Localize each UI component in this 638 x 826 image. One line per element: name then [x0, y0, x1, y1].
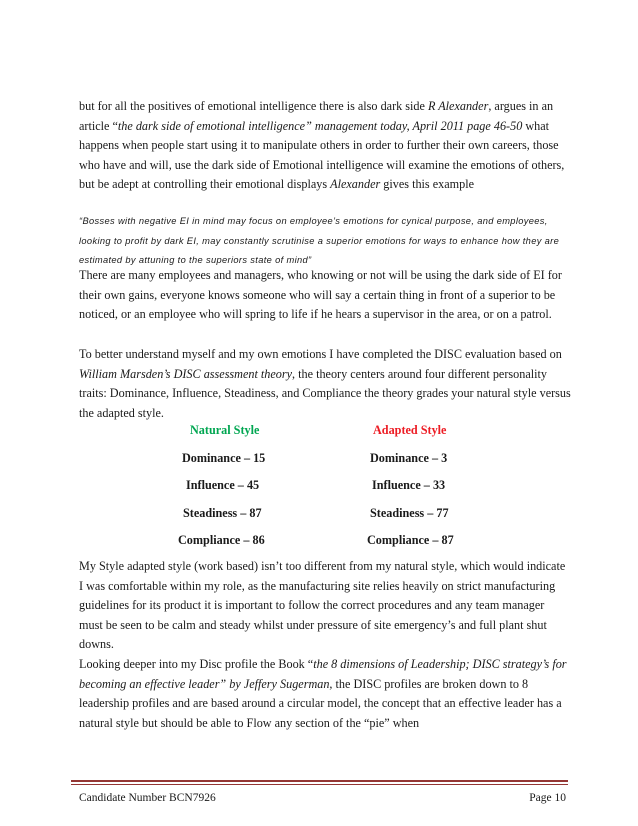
page-number: Page 10: [529, 792, 566, 804]
adapted-steadiness: Steadiness – 77: [370, 506, 449, 520]
paragraph-employees-managers: [79, 266, 571, 325]
italic-text-run: R Alexander: [427, 99, 489, 113]
text-run: To better understand myself and my own emotions I have completed the DISC evaluation based on: [79, 347, 562, 361]
text-run: the DISC profiles are broken down to 8 leadership profiles and are based around a circular model, the concept that an effective leader has a natural style but should be able to Flow any section of the “pie” when: [79, 676, 562, 730]
natural-compliance: Compliance – 86: [178, 533, 265, 547]
natural-dominance: Dominance – 15: [182, 451, 266, 465]
adapted-style-header: Adapted Style: [373, 423, 447, 437]
text-run: what happens when people start using it to manipulate others in order to further their own careers, those who have and will, use the dark side of Emotional intelligence will examine the emotions of others, but be adept at controlling their emotional displays: [79, 118, 565, 192]
italic-text-run: the 8 dimensions of Leadership; DISC strategy’s for becoming an effective leader” by Jeffery Sugerman,: [79, 657, 567, 691]
italic-text-run: Alexander: [330, 177, 381, 192]
footer-rule: [71, 780, 568, 782]
natural-steadiness: Steadiness – 87: [183, 506, 262, 520]
italic-text-run: William Marsden’s DISC assessment theory: [79, 366, 293, 381]
quote-alexander: “Bosses with negative EI in mind may focus on employee’s emotions for cynical purpose, and employees, looking to profit by dark EI, may constantly scrutinise a superior emotions for ways to enhance how they are estimated by attuning to the superiors state of mind”: [79, 216, 560, 265]
paragraph-disc-evaluation: [79, 345, 571, 423]
natural-style-header: Natural Style: [190, 423, 260, 437]
paragraph-dark-side-ei: [79, 97, 571, 195]
adapted-influence: Influence – 33: [372, 478, 446, 492]
paragraph-adapted-style: [79, 557, 571, 655]
text-run: My Style adapted style (work based) isn’t too different from my natural style, which would indicate I was comfortable within my role, as the manufacturing site relies heavily on strict manufacturing guidelines for its product it is important to follow the correct procedures and any team manager must be seen to be calm and steady whilst under pressure of site emergency’s and full plant shut downs.: [79, 559, 566, 652]
natural-influence: Influence – 45: [186, 478, 260, 492]
adapted-compliance: Compliance – 87: [367, 533, 454, 547]
text-run: , the theory centers around four different personality traits: Dominance, Influence, Steadiness, and Compliance the theory grades your natural style versus the adapted style.: [79, 366, 571, 420]
italic-text-run: the dark side of emotional intelligence” management today, April 2011 page 46-50: [117, 118, 523, 133]
text-run: , argues in an article “: [79, 99, 554, 133]
footer-rule-thin: [71, 784, 568, 785]
adapted-dominance: Dominance – 3: [370, 451, 448, 465]
text-run: gives this example: [380, 177, 475, 192]
text-run: There are many employees and managers, who knowing or not will be using the dark side of EI for their own gains, everyone knows someone who will say a certain thing in front of a superior to be noticed, or an employee who will spring to life if he hears a supervisor in the area, or on a patrol.: [79, 268, 562, 322]
text-run: but for all the positives of emotional intelligence there is also dark side: [79, 99, 428, 113]
candidate-number: Candidate Number BCN7926: [79, 792, 216, 804]
text-run: Looking deeper into my Disc profile the Book “: [79, 657, 314, 671]
paragraph-disc-profile: [79, 655, 571, 733]
